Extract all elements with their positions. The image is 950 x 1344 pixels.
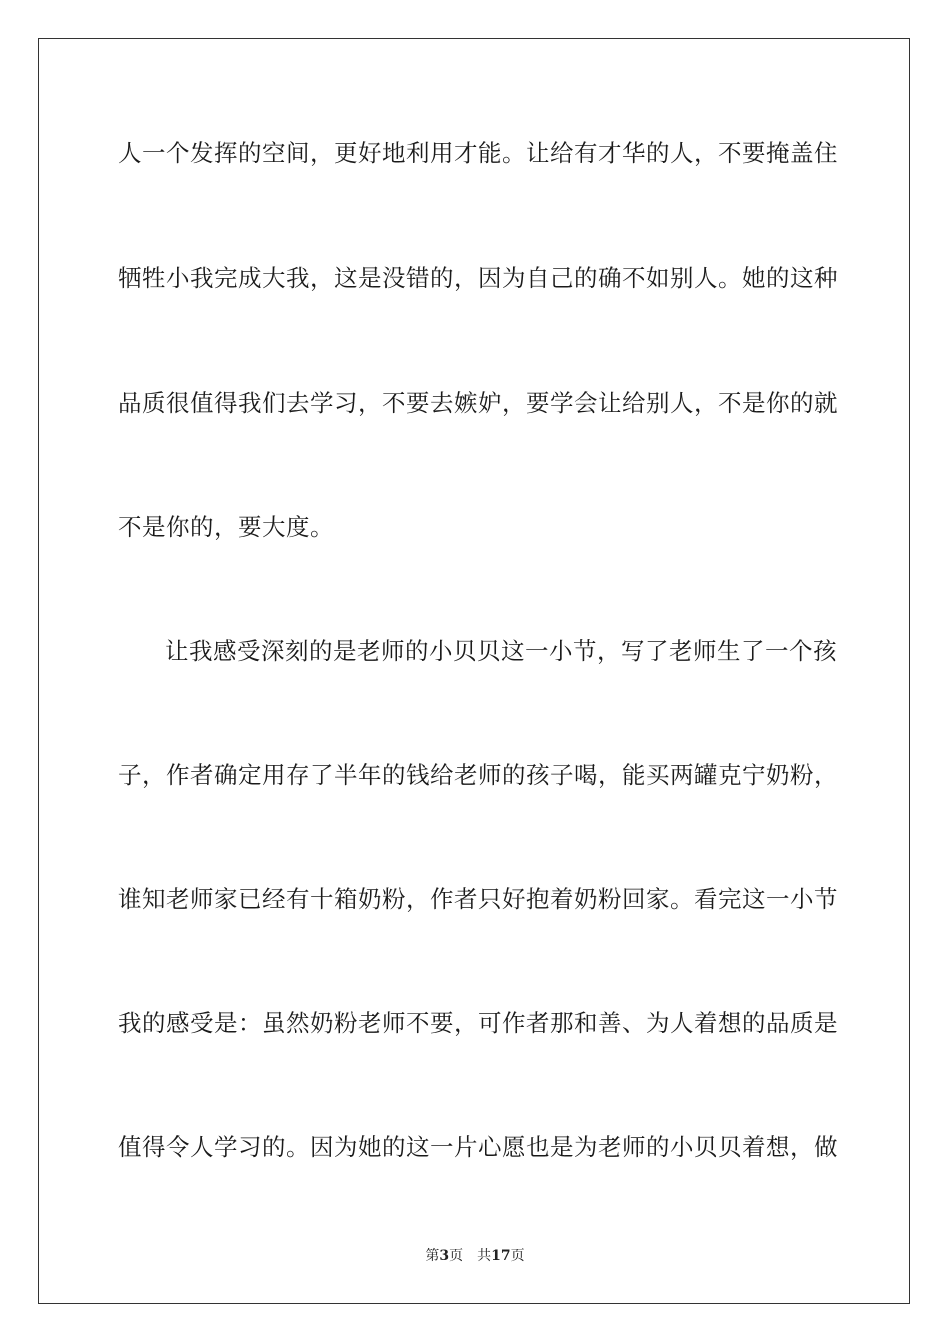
page-suffix: 页 bbox=[449, 1248, 464, 1264]
page-border bbox=[38, 38, 910, 1304]
text-line-5: 让我感受深刻的是老师的小贝贝这一小节，写了老师生了一个孩 bbox=[165, 637, 837, 665]
page-number: 3 bbox=[439, 1248, 450, 1264]
text-line-9: 值得令人学习的。因为她的这一片心愿也是为老师的小贝贝着想，做 bbox=[118, 1133, 838, 1161]
text-line-8: 我的感受是：虽然奶粉老师不要，可作者那和善、为人着想的品质是 bbox=[118, 1009, 838, 1037]
total-suffix: 页 bbox=[510, 1248, 525, 1264]
text-line-1: 人一个发挥的空间，更好地利用才能。让给有才华的人，不要掩盖住 bbox=[118, 139, 838, 167]
text-line-4: 不是你的，要大度。 bbox=[118, 513, 334, 541]
text-line-7: 谁知老师家已经有十箱奶粉，作者只好抱着奶粉回家。看完这一小节 bbox=[118, 885, 838, 913]
text-line-6: 子，作者确定用存了半年的钱给老师的孩子喝，能买两罐克宁奶粉， bbox=[118, 761, 838, 789]
total-prefix: 共 bbox=[477, 1248, 492, 1264]
page-footer bbox=[0, 1247, 950, 1265]
text-line-3: 品质很值得我们去学习，不要去嫉妒，要学会让给别人，不是你的就 bbox=[118, 389, 838, 417]
text-line-2: 牺牲小我完成大我，这是没错的，因为自己的确不如别人。她的这种 bbox=[118, 264, 838, 292]
page-prefix: 第 bbox=[425, 1248, 440, 1264]
total-pages: 17 bbox=[491, 1248, 511, 1264]
